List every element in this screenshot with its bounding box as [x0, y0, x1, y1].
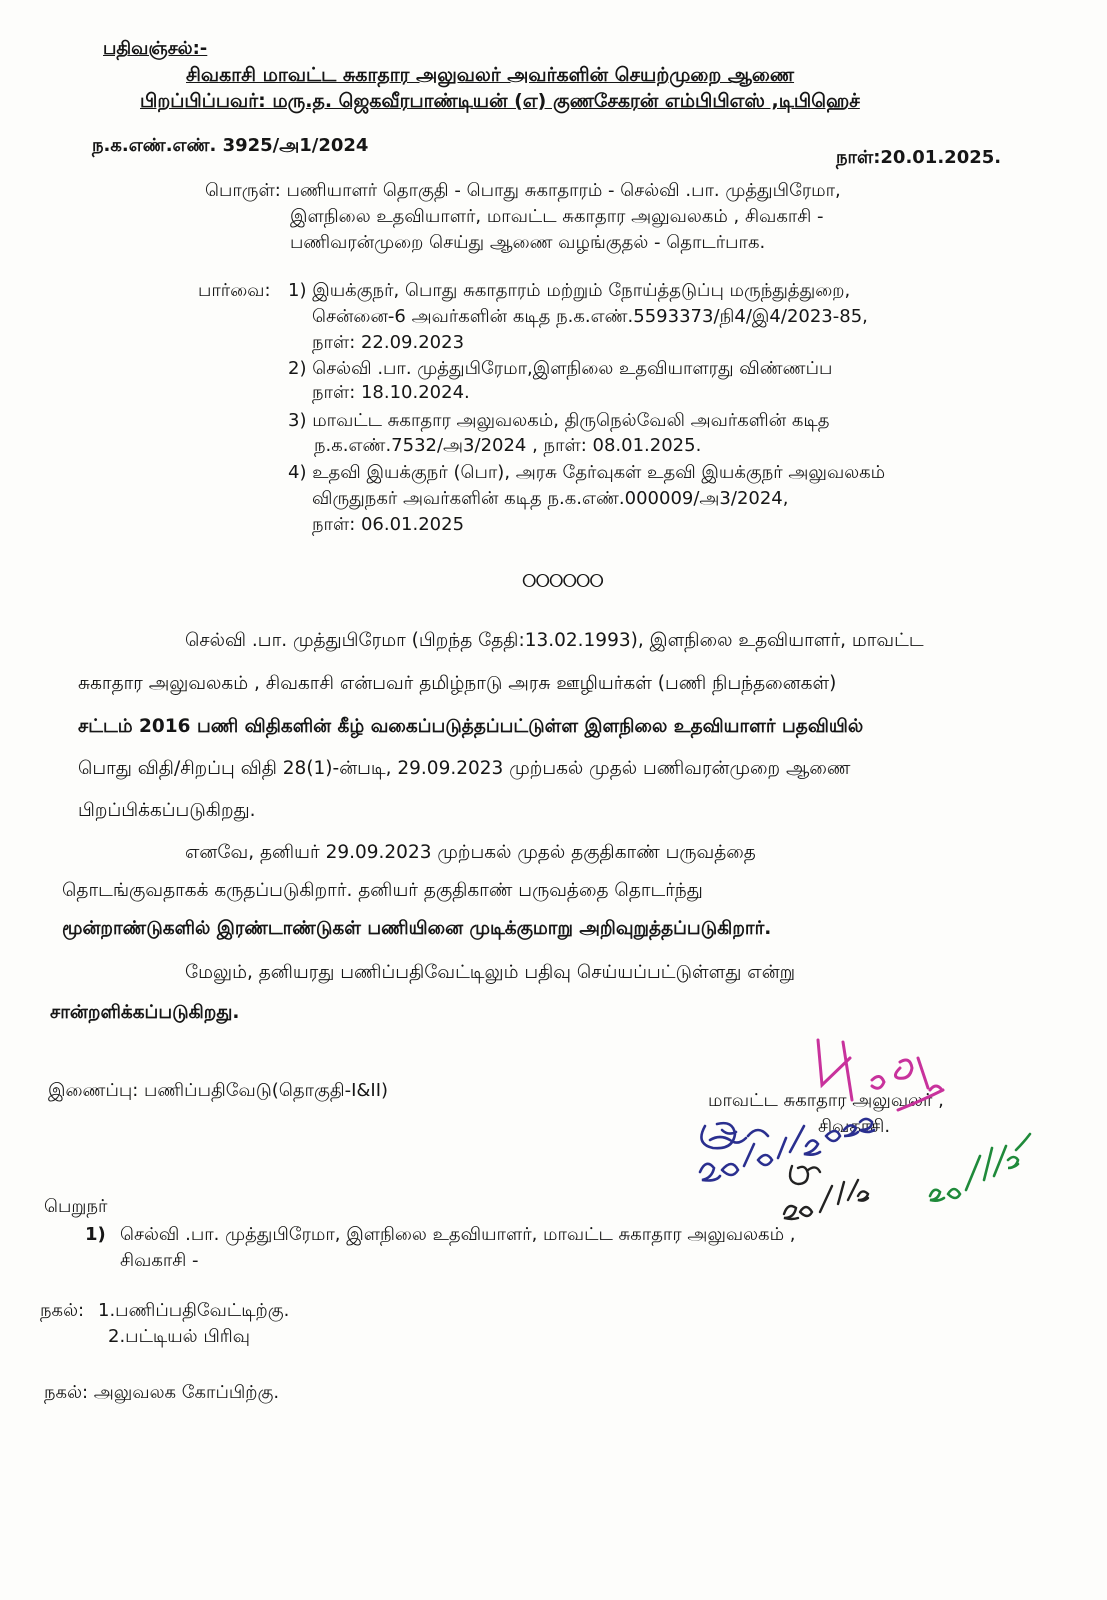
body-para2-line-2: தொடங்குவதாகக் கருதப்படுகிறார். தனியர் தகுதிகாண் பருவத்தை தொடர்ந்து: [62, 880, 703, 901]
recipient-line-2: சிவகாசி -: [120, 1250, 199, 1271]
copy-label: நகல்:: [40, 1300, 85, 1321]
reference-3-line-1: 3) மாவட்ட சுகாதார அலுவலகம், திருநெல்வேலி அவர்களின் கடித: [288, 410, 830, 431]
registered-post-label: பதிவஞ்சல்:-: [103, 38, 208, 59]
reference-1-line-1: 1) இயக்குநர், பொது சுகாதாரம் மற்றும் நோய்த்தடுப்பு மருந்துத்துறை,: [288, 280, 851, 301]
order-title: சிவகாசி மாவட்ட சுகாதார அலுவலர் அவர்களின் செயற்முறை ஆணை: [186, 64, 795, 86]
body-para1-line-1: செல்வி .பா. முத்துபிரேமா (பிறந்த தேதி:13.02.1993), இளநிலை உதவியாளர், மாவட்ட: [185, 630, 924, 651]
subject-line-1: பொருள்: பணியாளர் தொகுதி - பொது சுகாதாரம் - செல்வி .பா. முத்துபிரேமா,: [205, 180, 841, 201]
reference-4-line-1: 4) உதவி இயக்குநர் (பொ), அரசு தேர்வுகள் உதவி இயக்குநர் அலுவலகம்: [288, 462, 886, 483]
body-para1-line-4: பொது விதி/சிறப்பு விதி 28(1)-ன்படி, 29.09.2023 முற்பகல் முதல் பணிவரன்முறை ஆணை: [78, 758, 851, 779]
section-separator: ୦୦୦୦୦୦: [522, 568, 603, 592]
enclosure-line: இணைப்பு: பணிப்பதிவேடு(தொகுதி-I&II): [48, 1080, 389, 1101]
blue-ink-signature: [700, 1119, 874, 1181]
green-ink-date: [930, 1134, 1030, 1201]
reference-number: ந.க.எண்.எண். 3925/அ1/2024: [92, 135, 369, 156]
office-copy-line: நகல்: அலுவலக கோப்பிற்கு.: [44, 1382, 280, 1403]
references-label: பார்வை:: [198, 280, 271, 301]
subject-line-2: இளநிலை உதவியாளர், மாவட்ட சுகாதார அலுவலகம் , சிவகாசி -: [290, 206, 824, 227]
copy-item-2: 2.பட்டியல் பிரிவு: [108, 1326, 250, 1347]
reference-3-line-2: ந.க.எண்.7532/அ3/2024 , நாள்: 08.01.2025.: [314, 435, 702, 456]
body-para1-line-3: சட்டம் 2016 பணி விதிகளின் கீழ் வகைப்படுத்தப்பட்டுள்ள இளநிலை உதவியாளர் பதவியில்: [78, 716, 864, 737]
body-para2-line-1: எனவே, தனியர் 29.09.2023 முற்பகல் முதல் தகுதிகாண் பருவத்தை: [185, 842, 756, 863]
reference-4-line-2: விருதுநகர் அவர்களின் கடித ந.க.எண்.000009/அ3/2024,: [312, 488, 789, 509]
body-para1-line-5: பிறப்பிக்கப்படுகிறது.: [78, 800, 256, 821]
body-para1-line-2: சுகாதார அலுவலகம் , சிவகாசி என்பவர் தமிழ்நாடு அரசு ஊழியர்கள் (பணி நிபந்தனைகள்): [78, 673, 837, 694]
signatory-place: சிவகாசி.: [818, 1116, 891, 1137]
issuer-line: பிறப்பிப்பவர்: மரு.த. ஜெகவீரபாண்டியன் (எ) குணசேகரன் எம்பிபிஎஸ் ,டிபிஹெச்: [140, 90, 860, 112]
pink-ink-mark: [818, 1040, 943, 1110]
subject-line-3: பணிவரன்முறை செய்து ஆணை வழங்குதல் - தொடர்பாக.: [290, 232, 766, 253]
reference-1-line-3: நாள்: 22.09.2023: [312, 332, 465, 353]
reference-2-line-2: நாள்: 18.10.2024.: [312, 382, 470, 403]
black-ink-initials: [784, 1166, 868, 1219]
reference-1-line-2: சென்னை-6 அவர்களின் கடித ந.க.எண்.5593373/நி4/இ4/2023-85,: [312, 306, 868, 327]
reference-2-line-1: 2) செல்வி .பா. முத்துபிரேமா,இளநிலை உதவியாளரது விண்ணப்ப: [288, 358, 833, 379]
recipient-line-1: செல்வி .பா. முத்துபிரேமா, இளநிலை உதவியாளர், மாவட்ட சுகாதார அலுவலகம் ,: [120, 1224, 796, 1245]
reference-4-line-3: நாள்: 06.01.2025: [312, 514, 465, 535]
body-para3-line-1: மேலும், தனியரது பணிப்பதிவேட்டிலும் பதிவு செய்யப்பட்டுள்ளது என்று: [185, 962, 796, 983]
recipient-number: 1): [85, 1224, 106, 1245]
body-para2-line-3: மூன்றாண்டுகளில் இரண்டாண்டுகள் பணியினை முடிக்குமாறு அறிவுறுத்தப்படுகிறார்.: [62, 918, 772, 939]
order-date: நாள்:20.01.2025.: [836, 147, 1002, 168]
recipients-label: பெறுநர்: [44, 1196, 108, 1217]
copy-item-1: 1.பணிப்பதிவேட்டிற்கு.: [98, 1300, 290, 1321]
signatory-designation: மாவட்ட சுகாதார அலுவலர் ,: [708, 1090, 944, 1111]
body-para3-line-2: சான்றளிக்கப்படுகிறது.: [50, 1002, 240, 1023]
